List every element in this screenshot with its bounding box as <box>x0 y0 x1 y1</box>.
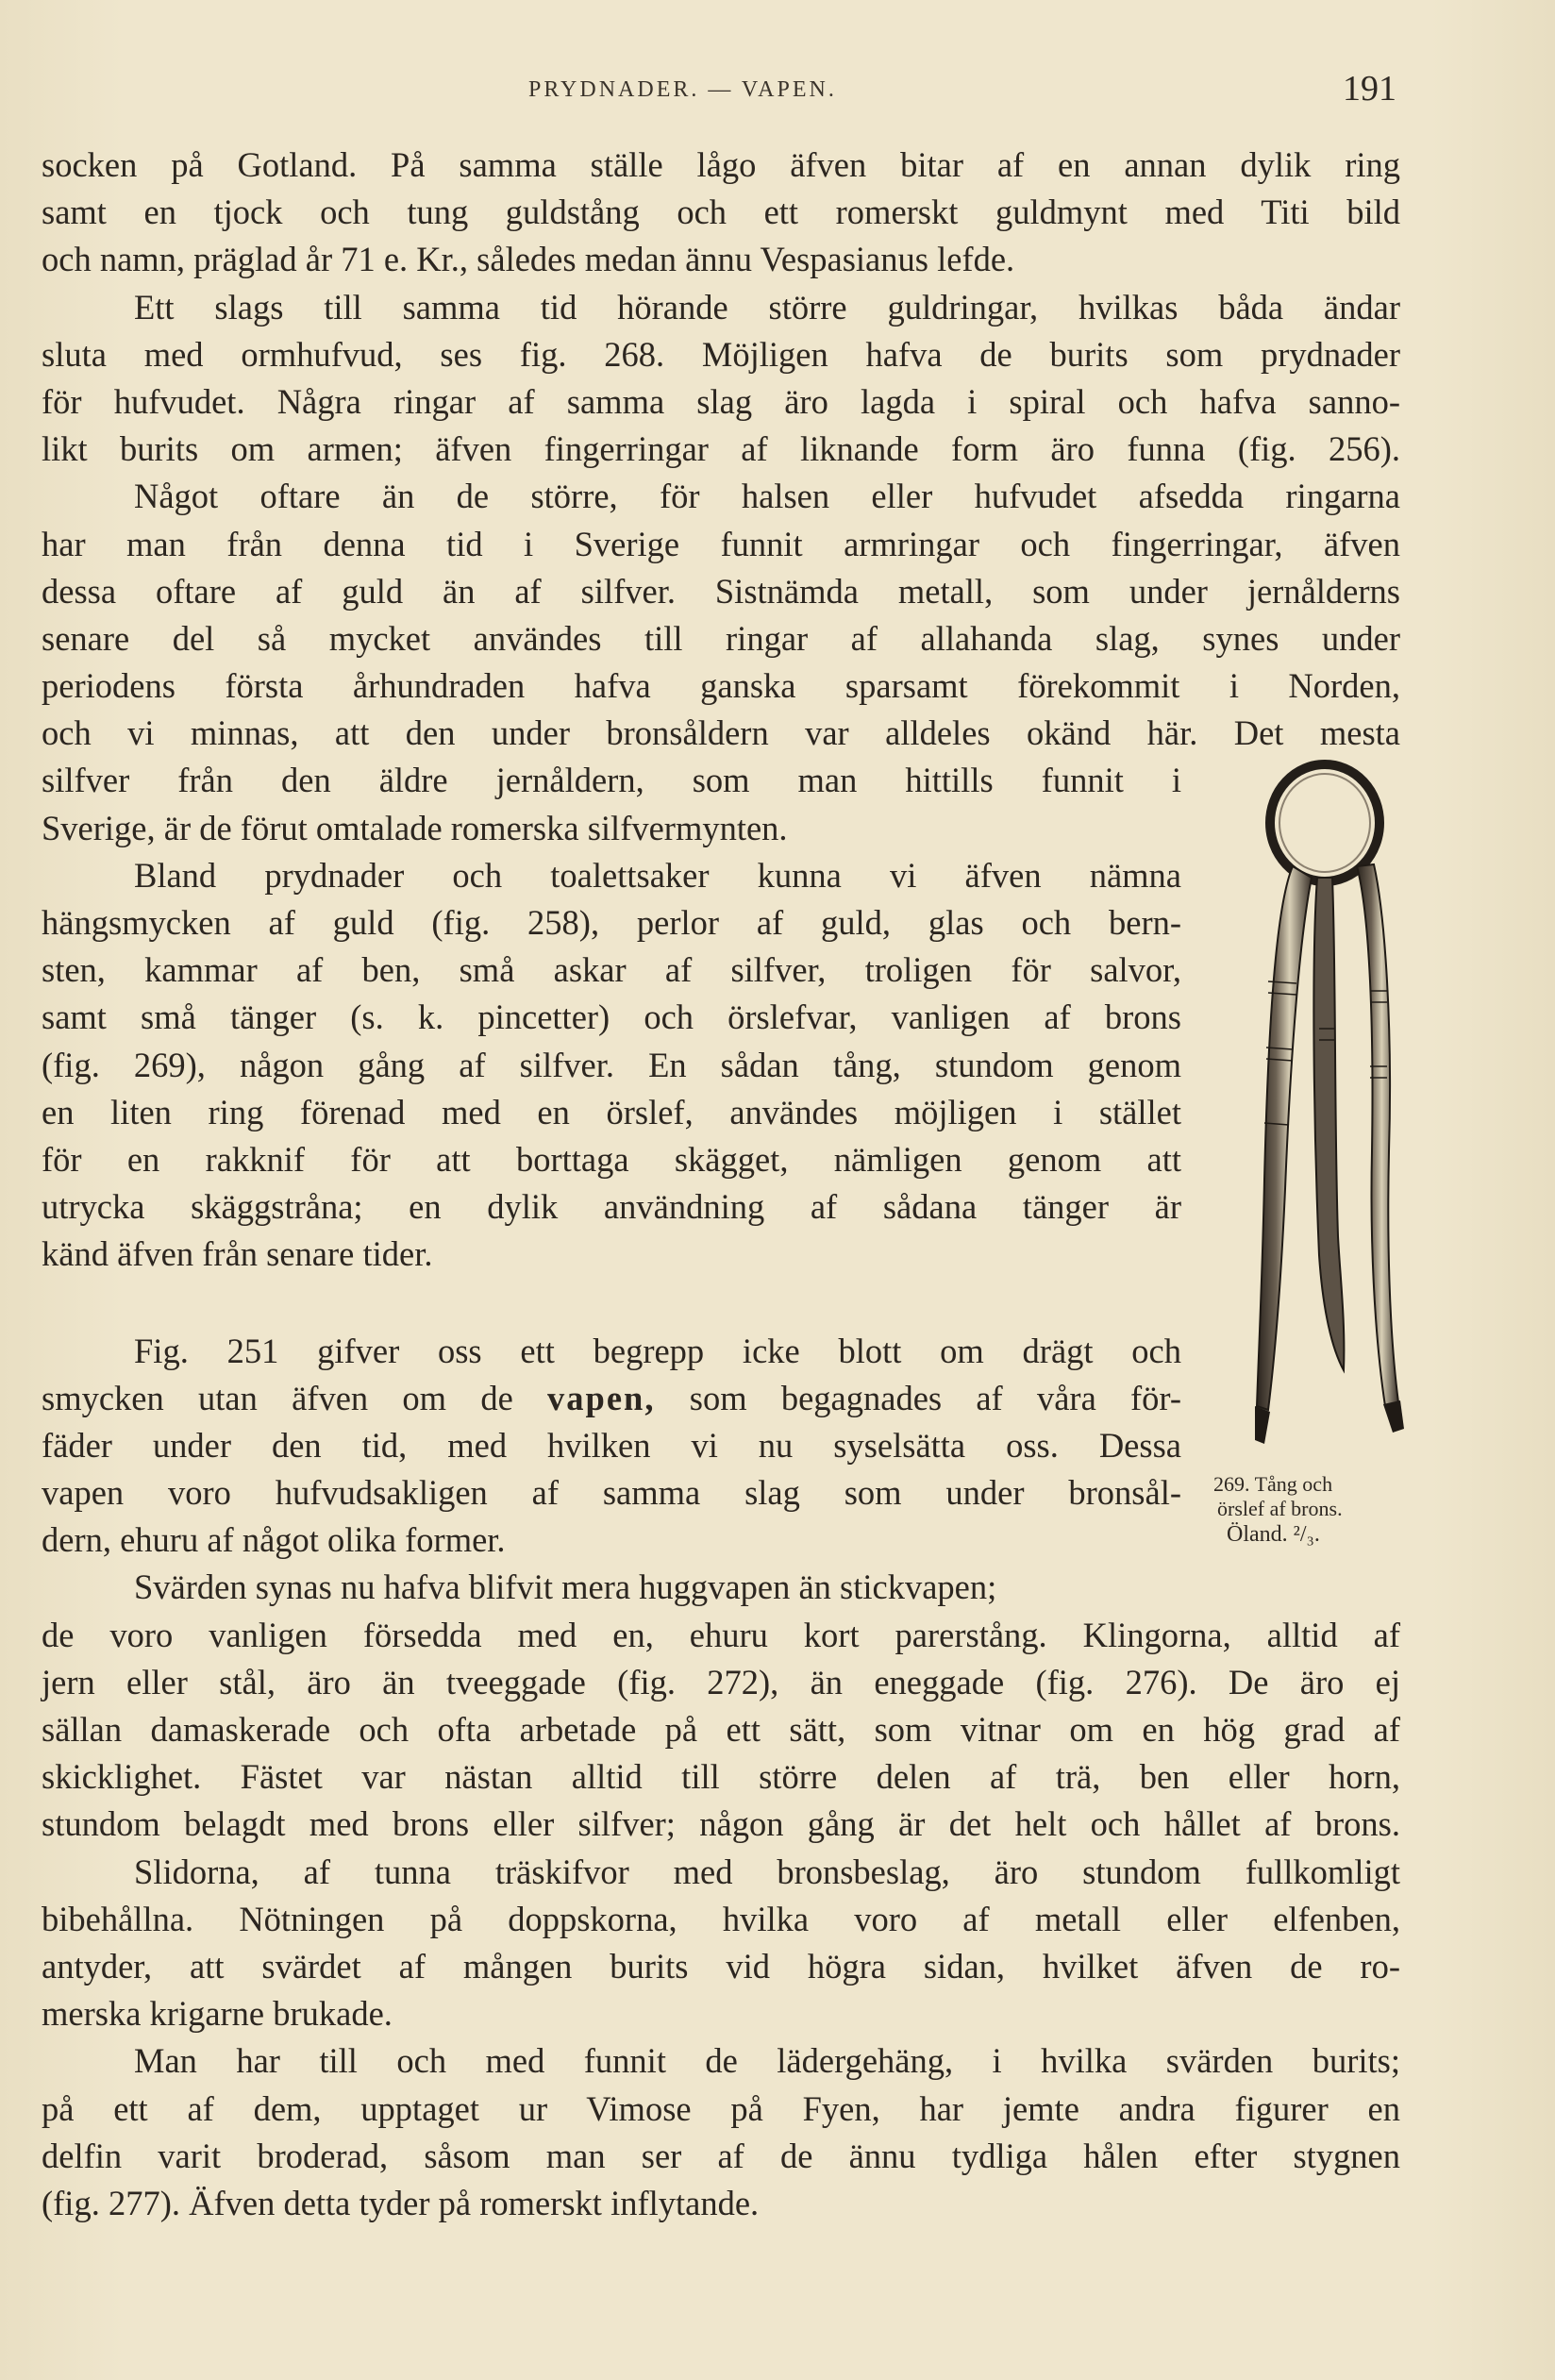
text-line: samt en tjock och tung guldstång och ett romerskt guldmynt med Titi bild <box>42 193 1400 232</box>
text-line: socken på Gotland. På samma ställe lågo äfven bitar af en annan dylik ring <box>42 145 1400 184</box>
text-line: Slidorna, af tunna träskifvor med bronsbeslag, äro stundom fullkomligt <box>134 1852 1400 1891</box>
text-line: för hufvudet. Några ringar af samma slag äro lagda i spiral och hafva sanno- <box>42 381 1400 421</box>
text-line: utrycka skäggstråna; en dylik användning af sådana tänger är <box>42 1187 1181 1227</box>
running-title: PRYDNADER. — VAPEN. <box>528 77 837 102</box>
text-line: dern, ehuru af något olika former. <box>42 1520 506 1560</box>
text-line: Fig. 251 gifver oss ett begrepp icke blott om drägt och <box>134 1331 1181 1370</box>
text-line: likt burits om armen; äfven fingerringar af liknande form äro funna (fig. 256). <box>42 429 1400 469</box>
text-line: har man från denna tid i Sverige funnit armringar och fingerringar, äfven <box>42 524 1400 563</box>
text-line: (fig. 277). Äfven detta tyder på romerskt inflytande. <box>42 2183 760 2222</box>
text-line: Man har till och med funnit de lädergehäng, i hvilka svärden burits; <box>134 2041 1400 2081</box>
text-line: för en rakknif för att borttaga skägget, nämligen genom att <box>42 1139 1181 1179</box>
text-line: antyder, att svärdet af mången burits vid högra sidan, hvilket äfven de ro- <box>42 1946 1400 1986</box>
caption-line: Öland. ²/₃. <box>1227 1522 1320 1547</box>
text-line: och namn, präglad år 71 e. Kr., således medan ännu Vespasianus lefde. <box>42 240 1015 279</box>
text-line: skicklighet. Fästet var nästan alltid till större delen af trä, ben eller horn, <box>42 1757 1400 1797</box>
figure-caption <box>1213 1472 1430 1548</box>
text-line: fäder under den tid, med hvilken vi nu syselsätta oss. Dessa <box>42 1425 1181 1465</box>
text-line: de voro vanligen försedda med en, ehuru kort parerstång. Klingorna, alltid af <box>42 1615 1400 1654</box>
text-line: jern eller stål, äro än tveeggade (fig. 272), än eneggade (fig. 276). De äro ej <box>42 1662 1400 1701</box>
body-text <box>42 142 1400 2227</box>
text-line: silfver från den äldre jernåldern, som man hittills funnit i <box>42 761 1181 800</box>
tweezers-and-ear-spoon-illustration <box>1227 746 1415 1463</box>
text-line: sällan damaskerade och ofta arbetade på ett sätt, som vitnar om en hög grad af <box>42 1710 1400 1749</box>
text-line: en liten ring förenad med en örslef, användes möjligen i stället <box>42 1092 1181 1131</box>
caption-line: örslef af brons. <box>1217 1497 1343 1520</box>
text-line: Bland prydnader och toalettsaker kunna vi äfven nämna <box>134 855 1181 895</box>
text-line: och vi minnas, att den under bronsåldern var alldeles okänd här. Det mesta <box>42 713 1400 753</box>
tweezers-icon <box>1227 746 1415 1463</box>
text-line <box>42 1375 1181 1422</box>
text-line: Ett slags till samma tid hörande större guldringar, hvilkas båda ändar <box>134 287 1400 327</box>
page-number: 191 <box>1343 69 1396 109</box>
text-line: (fig. 269), någon gång af silfver. En sådan tång, stundom genom <box>42 1045 1181 1084</box>
text-line: delfin varit broderad, såsom man ser af de ännu tydliga hålen efter stygnen <box>42 2136 1400 2175</box>
text-line: senare del så mycket användes till ringar af allahanda slag, synes under <box>42 618 1400 658</box>
caption-line: 269. Tång och <box>1213 1472 1333 1496</box>
text-line: dessa oftare af guld än af silfver. Sistnämda metall, som under jernålderns <box>42 571 1400 611</box>
text-line: Något oftare än de större, för halsen eller hufvudet afsedda ringarna <box>134 477 1400 516</box>
text-line: känd äfven från senare tider. <box>42 1234 433 1274</box>
text-line: stundom belagdt med brons eller silfver; någon gång är det helt och hållet af brons. <box>42 1804 1400 1844</box>
text-line: sten, kammar af ben, små askar af silfver, troligen för salvor, <box>42 950 1181 990</box>
text-line: merska krigarne brukade. <box>42 1994 393 2034</box>
running-head <box>0 68 1555 115</box>
text-line: på ett af dem, upptaget ur Vimose på Fyen, har jemte andra figurer en <box>42 2088 1400 2128</box>
text-line: periodens första århundraden hafva ganska sparsamt förekommit i Norden, <box>42 666 1400 706</box>
text-line: bibehållna. Nötningen på doppskorna, hvilka voro af metall eller elfenben, <box>42 1899 1400 1938</box>
text-line: sluta med ormhufvud, ses fig. 268. Möjligen hafva de burits som prydnader <box>42 334 1400 374</box>
text-line: hängsmycken af guld (fig. 258), perlor af guld, glas och bern- <box>42 903 1181 942</box>
text-fragment: som begagnades af våra för- <box>689 1378 1182 1417</box>
text-line: Sverige, är de förut omtalade romerska silfvermynten. <box>42 808 788 847</box>
text-line: samt små tänger (s. k. pincetter) och örslefvar, vanligen af brons <box>42 997 1181 1037</box>
text-line: Svärden synas nu hafva blifvit mera huggvapen än stickvapen; <box>134 1567 997 1607</box>
text-fragment: smycken utan äfven om de <box>42 1378 513 1417</box>
emphasized-term: vapen, <box>547 1378 656 1417</box>
text-line: vapen voro hufvudsakligen af samma slag som under bronsål- <box>42 1473 1181 1513</box>
